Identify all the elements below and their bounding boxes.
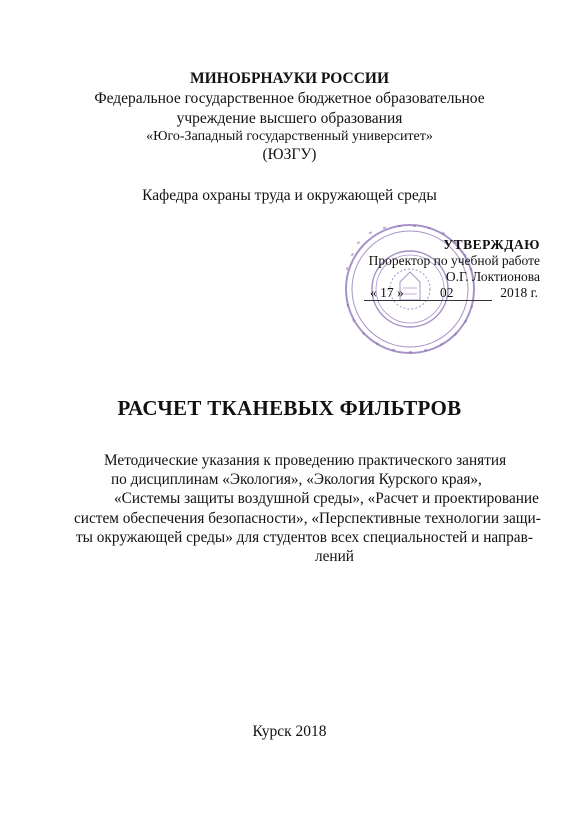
document-description	[64, 451, 564, 566]
description-line: по дисциплинам «Экология», «Экология Курского края»,	[111, 471, 482, 489]
approval-day: « 17 »	[370, 285, 404, 300]
ministry-title: МИНОБРНАУКИ РОССИИ	[189, 70, 390, 87]
approver-position: Проректор по учебной работе	[368, 253, 540, 268]
description-line: ты окружающей среды» для студентов всех специальностей и направ-	[76, 528, 533, 546]
approval-heading: УТВЕРЖДАЮ	[443, 237, 540, 252]
approval-block	[352, 237, 540, 303]
document-title: РАСЧЕТ ТКАНЕВЫХ ФИЛЬТРОВ	[117, 396, 462, 420]
description-line: лений	[315, 548, 354, 566]
university-name: «Юго-Западный государственный университет»	[146, 129, 433, 144]
university-abbreviation: (ЮЗГУ)	[262, 146, 317, 163]
department-name: Кафедра охраны труда и окружающей среды	[142, 187, 437, 204]
approval-month: 02	[440, 285, 454, 300]
organization-line-2: учреждение высшего образования	[176, 110, 403, 127]
city-year: Курск 2018	[252, 723, 327, 740]
approver-name: О.Г. Локтионова	[445, 269, 540, 284]
organization-line-1: Федеральное государственное бюджетное образовательное	[94, 90, 485, 107]
approval-year: 2018 г.	[500, 285, 538, 300]
description-line: «Системы защиты воздушной среды», «Расчет и проектирование	[114, 490, 539, 508]
description-line: Методические указания к проведению практического занятия	[104, 452, 507, 469]
approval-date-line	[352, 285, 540, 303]
description-line: систем обеспечения безопасности», «Перспективные технологии защи-	[74, 509, 541, 527]
date-underline	[364, 300, 492, 301]
